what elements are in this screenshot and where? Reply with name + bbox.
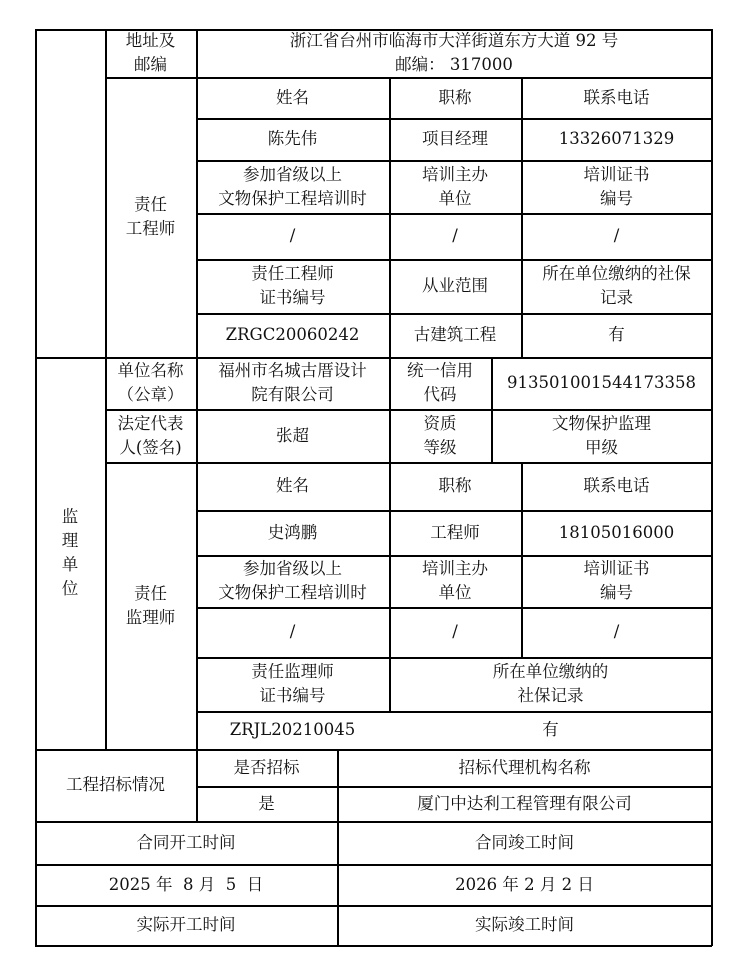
engineer-cert-no: ZRGC20060242: [225, 325, 360, 344]
bidding-label: 工程招标情况: [66, 775, 165, 794]
address-label: 地址及 邮编: [125, 31, 176, 74]
is-bid-label: 是否招标: [233, 757, 300, 777]
supervisor-cert-no-header: 责任监理师 证书编号: [251, 662, 334, 705]
unit-name: 福州市名城古厝设计 院有限公司: [218, 361, 367, 404]
contract-start: 2025 年 8 月 5 日: [108, 874, 264, 894]
contract-end: 2026 年 2 月 2 日: [455, 874, 594, 894]
engineer-social-header: 所在单位缴纳的社保 记录: [542, 264, 691, 307]
supervisor-name: 史鸿鹏: [267, 522, 318, 542]
actual-end-label: 实际竣工时间: [475, 915, 574, 934]
engineer-title: 项目经理: [422, 129, 488, 148]
supervisor-training-cert: /: [613, 622, 620, 641]
supervisor-training-hours: /: [289, 622, 296, 641]
engineer-name: 陈先伟: [267, 129, 318, 148]
engineer-training-hours: /: [289, 226, 296, 245]
address-value: 浙江省台州市临海市大洋街道东方大道 92 号 邮编： 317000: [289, 31, 619, 74]
supervisor-social: 有: [542, 720, 559, 739]
supervisor-cert-no: ZRJL20210045: [229, 720, 356, 739]
supervisor-title: 工程师: [430, 522, 480, 542]
engineer-training-org: /: [452, 226, 458, 245]
supervision-section-label: 监 理 单 位: [61, 507, 79, 598]
engineer-section-label: 责任 工程师: [125, 195, 176, 238]
engineer-training-hours-header: 参加省级以上 文物保护工程培训时: [218, 164, 367, 208]
supervisor-social-header: 所在单位缴纳的 社保记录: [492, 662, 609, 705]
supervisor-section-label: 责任 监理师: [125, 583, 176, 627]
engineer-scope: 古建筑工程: [413, 325, 497, 344]
is-bid: 是: [258, 793, 275, 813]
engineer-training-cert: /: [613, 226, 620, 245]
supervisor-phone-header: 联系电话: [583, 476, 650, 495]
engineer-phone-header: 联系电话: [583, 87, 650, 107]
legal-rep: 张超: [276, 425, 309, 445]
engineer-training-cert-header: 培训证书 编号: [583, 164, 650, 208]
engineer-social: 有: [608, 325, 625, 344]
qualification-label: 资质 等级: [423, 413, 457, 457]
unit-name-label: 单位名称 （公章）: [117, 361, 184, 404]
agency-name: 厦门中达利工程管理有限公司: [417, 793, 632, 813]
agency-label: 招标代理机构名称: [458, 757, 591, 777]
qualification: 文物保护监理 甲级: [552, 413, 651, 457]
actual-start-label: 实际开工时间: [136, 915, 236, 934]
engineer-phone: 13326071329: [558, 129, 675, 148]
supervisor-title-header: 职称: [438, 476, 472, 495]
supervisor-training-hours-header: 参加省级以上 文物保护工程培训时: [218, 559, 367, 602]
engineer-training-org-header: 培训主办 单位: [422, 164, 488, 208]
supervisor-name-header: 姓名: [276, 476, 309, 495]
contract-start-label: 合同开工时间: [136, 832, 236, 852]
supervisor-phone: 18105016000: [558, 522, 675, 542]
engineer-name-header: 姓名: [276, 87, 309, 107]
supervisor-training-cert-header: 培训证书 编号: [583, 559, 650, 602]
border-line: [35, 945, 712, 947]
engineer-title-header: 职称: [438, 87, 472, 107]
credit-code: 913501001544173358: [507, 373, 696, 392]
engineer-cert-no-header: 责任工程师 证书编号: [251, 264, 334, 307]
credit-code-label: 统一信用 代码: [407, 361, 473, 404]
supervisor-training-org-header: 培训主办 单位: [422, 559, 488, 602]
supervisor-training-org: /: [452, 622, 458, 641]
engineer-scope-header: 从业范围: [422, 276, 488, 295]
contract-end-label: 合同竣工时间: [475, 832, 574, 852]
legal-rep-label: 法定代表 人(签名): [117, 413, 184, 457]
